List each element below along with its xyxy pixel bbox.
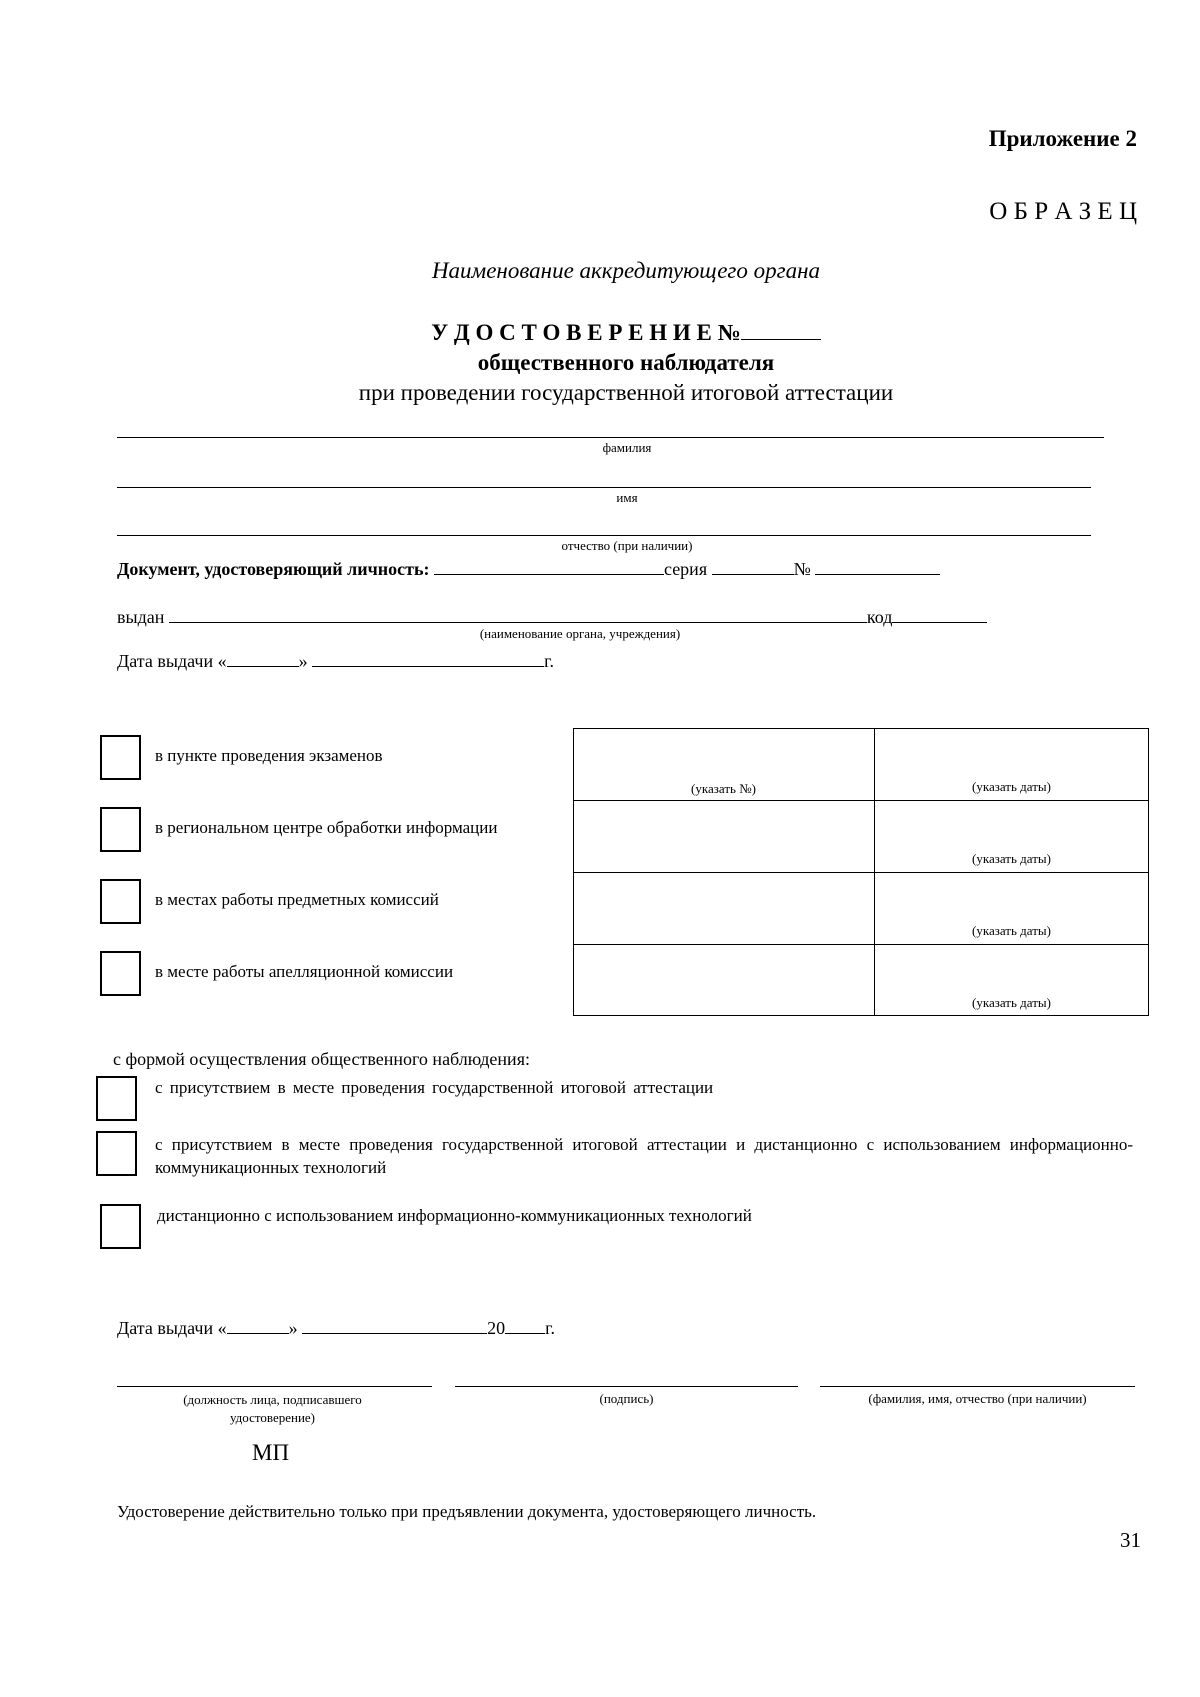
stamp-place: МП	[252, 1440, 290, 1465]
authority-name: Наименование аккредитующего органа	[431, 258, 821, 283]
patronymic-caption: отчество (при наличии)	[561, 538, 693, 553]
issued-label: выдан	[117, 607, 165, 627]
series-field[interactable]	[712, 556, 794, 575]
location-number-caption: (указать №)	[691, 781, 756, 796]
issue-day2-field[interactable]	[227, 1315, 289, 1334]
issue-date-close: »	[298, 651, 308, 671]
issue-day-field[interactable]	[227, 648, 299, 667]
form-checkbox[interactable]	[96, 1076, 137, 1121]
surname-caption: фамилия	[602, 440, 652, 455]
location-table-row-divider	[573, 800, 1149, 801]
position-field[interactable]	[117, 1386, 432, 1387]
form-option-label: с присутствием в месте проведения государственной итоговой аттестации	[155, 1078, 714, 1097]
location-dates-caption: (указать даты)	[972, 851, 1051, 866]
location-dates-caption: (указать даты)	[972, 779, 1051, 794]
location-option-label: в местах работы предметных комиссий	[155, 890, 439, 909]
issued-by-field[interactable]	[169, 604, 867, 623]
fio-field[interactable]	[820, 1386, 1135, 1387]
location-dates-caption: (указать даты)	[972, 923, 1051, 938]
certificate-title-text: У Д О С Т О В Е Р Е Н И Е №	[431, 320, 741, 345]
certificate-subtitle-2: при проведении государственной итоговой аттестации	[358, 380, 894, 405]
location-checkbox[interactable]	[100, 951, 141, 996]
page-number: 31	[1120, 1528, 1141, 1552]
surname-field[interactable]	[117, 437, 1104, 438]
number-label: №	[793, 559, 811, 579]
first-name-caption: имя	[616, 490, 638, 505]
location-dates-caption: (указать даты)	[972, 995, 1051, 1010]
location-option-label: в региональном центре обработки информации	[155, 818, 498, 837]
issue-century-label: 20	[487, 1318, 506, 1338]
issue-date2-close: »	[288, 1318, 298, 1338]
form-option-label: с присутствием в месте проведения государственной итоговой аттестации и дистанционно с использованием информационно-коммуникационных технологий	[155, 1135, 1133, 1177]
fio-caption: (фамилия, имя, отчество (при наличии)	[868, 1391, 1087, 1406]
form-heading: с формой осуществления общественного наблюдения:	[113, 1049, 530, 1069]
issue-date2-label: Дата выдачи «	[117, 1318, 227, 1338]
sample-label: О Б Р А З Е Ц	[989, 198, 1137, 225]
signature-field[interactable]	[455, 1386, 798, 1387]
number-field[interactable]	[815, 556, 940, 575]
location-option-label: в месте работы апелляционной комиссии	[155, 962, 454, 981]
signature-caption: (подпись)	[599, 1391, 654, 1406]
issue-date-row	[117, 648, 554, 672]
certificate-number-field[interactable]	[741, 321, 821, 340]
location-checkbox[interactable]	[100, 735, 141, 780]
issue-date-label: Дата выдачи «	[117, 651, 227, 671]
issue-month-year-field[interactable]	[312, 648, 544, 667]
identity-doc-field[interactable]	[434, 556, 664, 575]
form-checkbox[interactable]	[100, 1204, 141, 1249]
code-field[interactable]	[892, 604, 987, 623]
certificate-title	[0, 320, 1200, 346]
issue-year2-label: г.	[545, 1318, 555, 1338]
location-option-label: в пункте проведения экзаменов	[155, 746, 383, 765]
issued-row	[117, 604, 987, 628]
patronymic-field[interactable]	[117, 535, 1091, 536]
identity-doc-label: Документ, удостоверяющий личность:	[117, 559, 430, 579]
form-option-label: дистанционно с использованием информационно-коммуникационных технологий	[157, 1206, 752, 1225]
series-label: серия	[663, 559, 708, 579]
form-checkbox[interactable]	[96, 1131, 137, 1176]
identity-doc-row	[117, 556, 940, 580]
first-name-field[interactable]	[117, 487, 1091, 488]
issue-month2-field[interactable]	[302, 1315, 487, 1334]
issue-year-label: г.	[544, 651, 554, 671]
location-table-row-divider	[573, 872, 1149, 873]
appendix-label: Приложение 2	[988, 126, 1137, 151]
location-checkbox[interactable]	[100, 807, 141, 852]
issue-year2-field[interactable]	[505, 1315, 545, 1334]
code-label: код	[866, 607, 893, 627]
location-table-row-divider	[573, 944, 1149, 945]
issued-caption: (наименование органа, учреждения)	[479, 626, 681, 641]
validity-note: Удостоверение действительно только при предъявлении документа, удостоверяющего личность.	[117, 1502, 817, 1521]
certificate-subtitle: общественного наблюдателя	[477, 350, 775, 375]
issue-date2-row	[117, 1315, 555, 1339]
location-checkbox[interactable]	[100, 879, 141, 924]
position-caption: (должность лица, подписавшего удостоверение)	[183, 1392, 362, 1425]
